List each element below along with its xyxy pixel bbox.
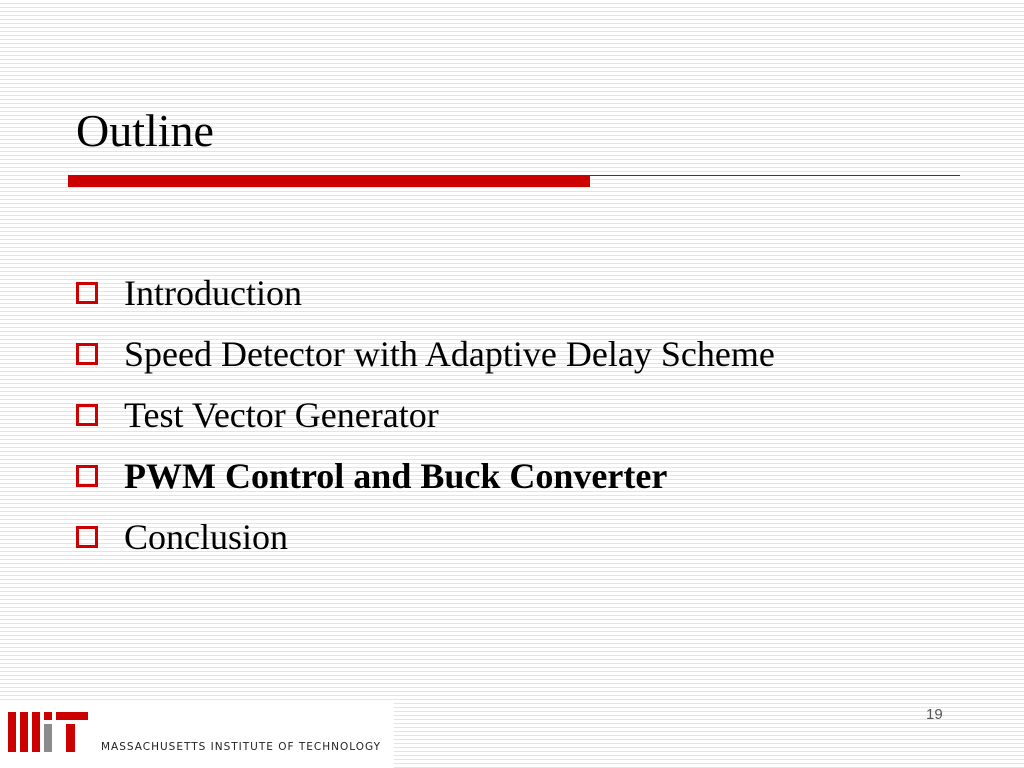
outline-item-label: Conclusion: [124, 516, 289, 557]
outline-item-conclusion: [76, 506, 775, 567]
outline-item-introduction: [76, 262, 775, 323]
outline-item-label: Test Vector Generator: [124, 394, 439, 435]
slide-title: Outline: [76, 105, 214, 156]
square-bullet-icon: [76, 465, 98, 487]
outline-item-label: Speed Detector with Adaptive Delay Scheme: [124, 333, 775, 374]
institution-name: MASSACHUSETTS INSTITUTE OF TECHNOLOGY: [101, 741, 382, 753]
outline-item-test-vector-generator: [76, 384, 775, 445]
outline-item-label: Introduction: [124, 272, 302, 313]
square-bullet-icon: [76, 526, 98, 548]
square-bullet-icon: [76, 282, 98, 304]
title-underline-thick: [68, 175, 590, 187]
mit-logo-icon: [8, 712, 88, 752]
outline-item-pwm-control-current: [76, 445, 775, 506]
title-underline-thin: [590, 175, 960, 176]
footer-divider: [68, 691, 956, 692]
square-bullet-icon: [76, 343, 98, 365]
square-bullet-icon: [76, 404, 98, 426]
page-number: 19: [926, 706, 943, 723]
outline-item-label: PWM Control and Buck Converter: [124, 455, 668, 496]
outline-list: [76, 262, 775, 567]
outline-item-speed-detector: [76, 323, 775, 384]
